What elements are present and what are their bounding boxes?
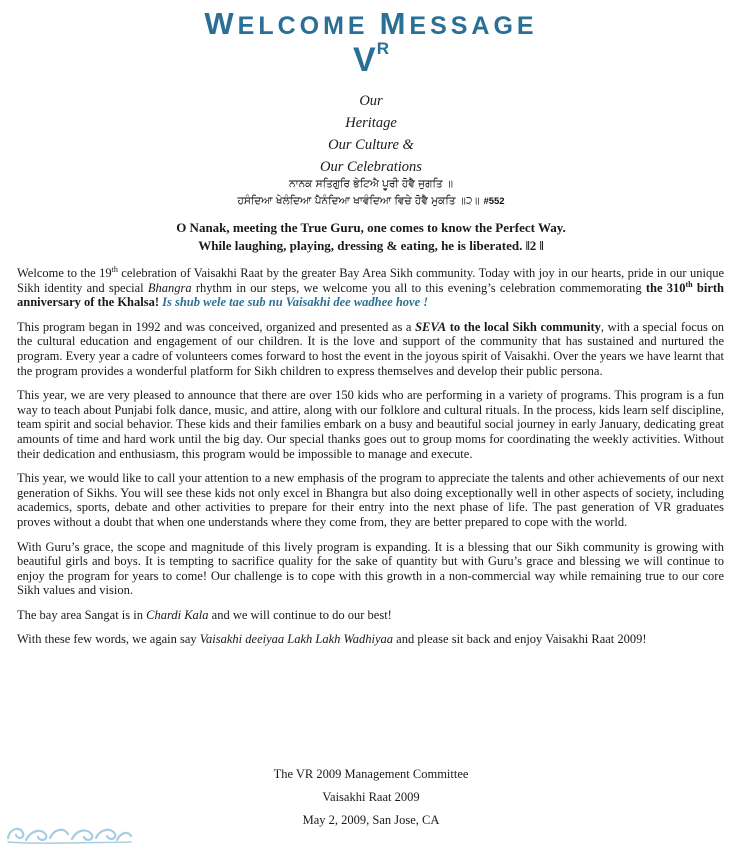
title-word: ELCOME xyxy=(237,12,369,40)
text-run: rhythm in our steps, we welcome you all to this evening’s celebration commemorating xyxy=(191,280,646,295)
signoff-block xyxy=(181,763,561,832)
text-run: Welcome to the 19 xyxy=(17,266,112,280)
message-body xyxy=(17,266,724,657)
paragraph-kids: This year, we are very pleased to announce that there are over 150 kids who are performing in a variety of programs. This program is a fun way to teach about Punjabi folk dance, music, and attire, along with our folklore and cultural rituals. In the process, kids learn self discipline, team spirit and social behavior. These kids and their families embark on a busy and beautiful social journey in early January, dedicating great amounts of time and hard work until the big day. Our special thanks goes out to group moms for coordinating the weekly activities. Without their dedication and enthusiasm, this program would be impossible to manage and execute. xyxy=(17,388,724,461)
vr-logo xyxy=(0,40,742,77)
translation-line: O Nanak, meeting the True Guru, one comes to know the Perfect Way. xyxy=(176,220,566,235)
heritage-line: Heritage xyxy=(345,115,397,131)
signoff-event: Vaisakhi Raat 2009 xyxy=(322,790,420,804)
signoff-committee: The VR 2009 Management Committee xyxy=(273,767,469,781)
bold-text: birth anniversary of the Khalsa! xyxy=(17,280,724,310)
text-run: and we will continue to do our best! xyxy=(208,607,392,622)
ordinal-suffix: th xyxy=(111,264,118,274)
paragraph-sangat xyxy=(17,608,724,623)
bold-text: to the local Sikh community xyxy=(446,319,601,334)
gurbani-line: ਨਾਨਕ ਸਤਿਗੁਰਿ ਭੇਟਿਐ ਪੂਰੀ ਹੋਵੈ ਜੁਗਤਿ ॥ xyxy=(289,178,453,190)
italic-text: Vaisakhi deeiyaa Lakh Lakh Wadhiyaa xyxy=(199,632,394,647)
gurbani-verse xyxy=(0,176,742,210)
paragraph-growth: With Guru’s grace, the scope and magnitude of this lively program is expanding. It is a blessing that our Sikh community is growing with beautiful girls and boys. It is tempting to sacrifice quality for the sake of quantity but with Guru’s grace and blessing we will continue to enjoy the program for years to come! Our challenge is to cope with this growth in a non-commercial way while remaining true to our core Sikh values and vision. xyxy=(17,539,724,598)
text-run: , with a special focus on the cultural education and engagement of our children. It is the love and support of the community that has sustained and nurtured the program. Every year a cadre of volunteers comes forward to host the event in the joyous spirit of Vaisakhi. Over the years we have learnt that the program provides a wonderful platform for Sikh children to express themselves and develop their public persona. xyxy=(17,319,725,378)
vaisakhi-greeting: Is shub wele tae sub nu Vaisakhi dee wadhee hove ! xyxy=(162,295,429,310)
heritage-block xyxy=(0,90,742,178)
italic-text: Chardi Kala xyxy=(146,607,209,622)
paragraph-closing xyxy=(17,632,724,647)
translation-line: While laughing, playing, dressing & eating, he is liberated. ‖2 ‖ xyxy=(198,238,544,253)
logo-letter-r: R xyxy=(376,39,389,58)
seva-text: SEVA xyxy=(415,319,447,334)
gurbani-line: ਹਸੰਦਿਆ ਖੇਲੰਦਿਆ ਪੈਨੰਦਿਆ ਖਾਵੰਦਿਆ ਵਿਚੇ ਹੋਵੈ ਮੁਕਤਿ ॥੨॥ xyxy=(237,195,480,207)
page-title xyxy=(0,6,742,42)
heritage-line: Our xyxy=(359,93,383,109)
title-initial: M xyxy=(379,6,410,41)
bold-text: the 310 xyxy=(645,280,686,295)
wave-ornament-icon xyxy=(4,820,134,846)
title-word: ESSAGE xyxy=(409,12,538,40)
signoff-date-location: May 2, 2009, San Jose, CA xyxy=(302,813,440,827)
paragraph-welcome xyxy=(17,266,724,310)
verse-translation xyxy=(0,219,742,255)
ordinal-suffix: th xyxy=(685,279,693,289)
text-run: This program began in 1992 and was conceived, organized and presented as a xyxy=(17,319,416,334)
paragraph-history xyxy=(17,320,724,378)
title-initial: W xyxy=(204,6,238,41)
paragraph-emphasis: This year, we would like to call your attention to a new emphasis of the program to appreciate the talents and other achievements of our next generation of Sikhs. You will see these kids not only excel in Bhangra but also doing exceptionally well in other aspects of society, including academics, sports, debate and other activities to prepare for their entry into the next phase of life. The past generation of VR graduates proves without a doubt that when one understands where they come from, they are better prepared to cope with the world. xyxy=(17,471,724,529)
ang-number: #552 xyxy=(483,196,505,207)
italic-text: Bhangra xyxy=(147,280,192,295)
text-run: With these few words, we again say xyxy=(17,632,200,647)
text-run: celebration of Vaisakhi Raat by the greater Bay Area Sikh community. Today with joy in our hearts, pride in our unique Sikh identity and special xyxy=(17,266,725,295)
heritage-line: Our Celebrations xyxy=(320,159,422,175)
heritage-line: Our Culture & xyxy=(328,137,414,153)
text-run: The bay area Sangat is in xyxy=(17,607,147,622)
text-run: and please sit back and enjoy Vaisakhi Raat 2009! xyxy=(393,632,647,647)
logo-letter-v: V xyxy=(353,41,376,79)
